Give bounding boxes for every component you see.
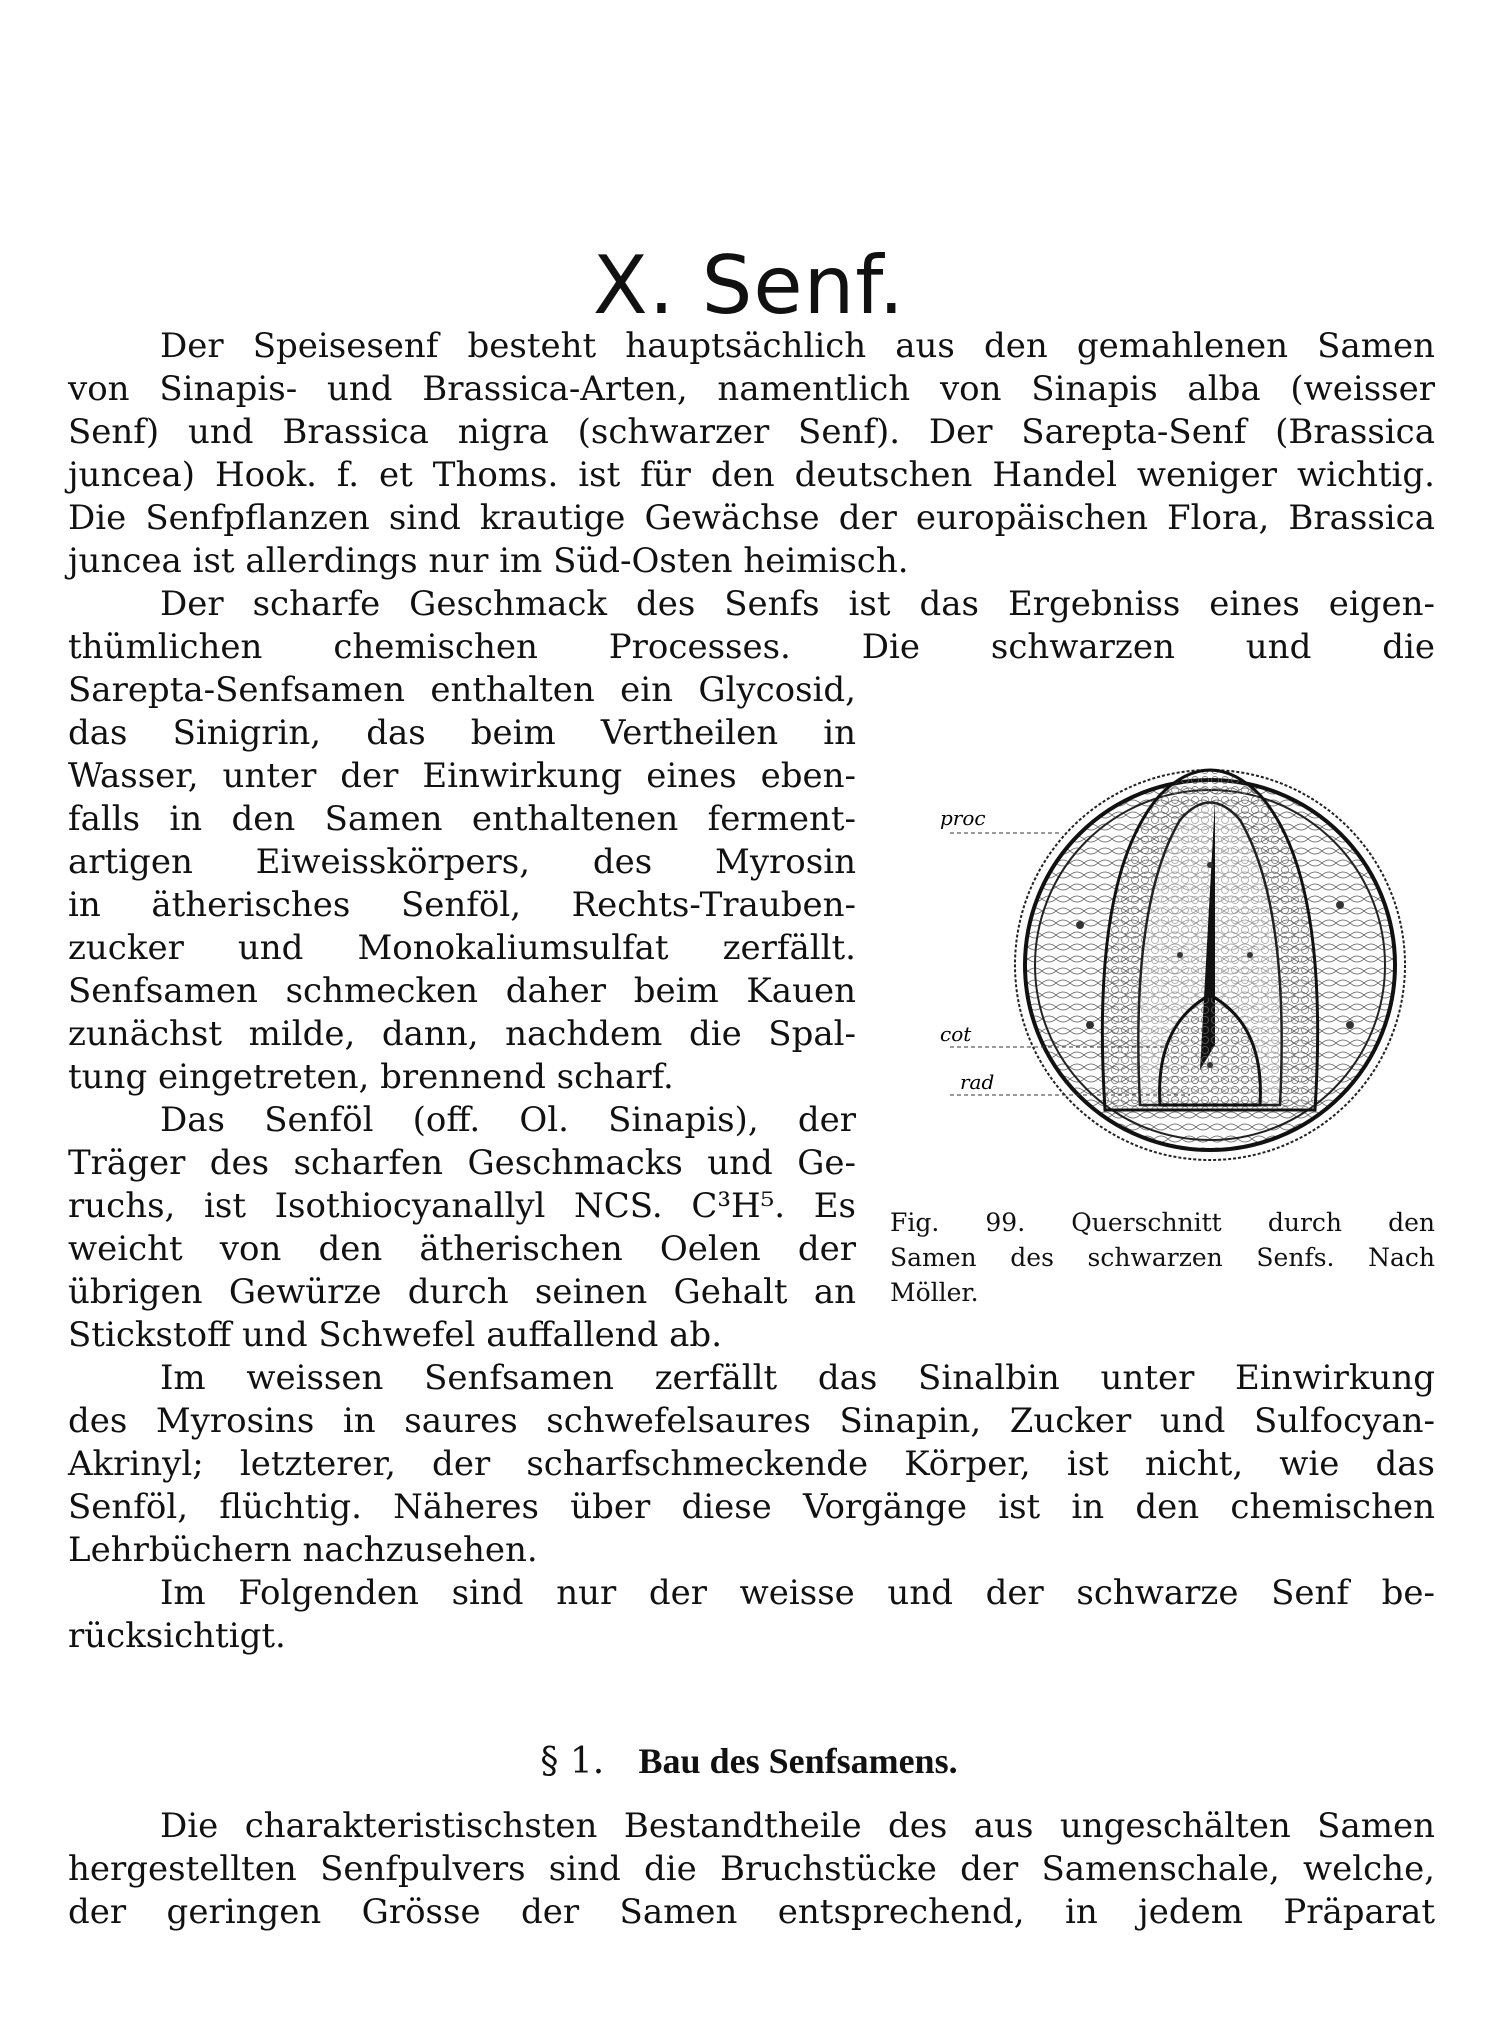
text-line: artigen Eiweisskörpers, des Myrosin [68, 842, 856, 882]
text-line: von Sinapis- und Brassica-Arten, namentlich von Sinapis alba (weisser [68, 369, 1435, 409]
text-line: Senf) und Brassica nigra (schwarzer Senf). Der Sarepta-Senf (Brassica [68, 412, 1435, 452]
text-line: Träger des scharfen Geschmacks und Ge- [68, 1143, 856, 1183]
figure-caption-line: Möller. [890, 1278, 979, 1307]
text-line: Lehrbüchern nachzusehen. [68, 1530, 538, 1570]
text-line: Die Senfpflanzen sind krautige Gewächse der europäischen Flora, Brassica [68, 498, 1435, 538]
chapter-title: X. Senf. [592, 238, 906, 332]
text-line: weicht von den ätherischen Oelen der [68, 1229, 856, 1269]
label-proc: proc [940, 806, 986, 830]
text-line: zunächst milde, dann, nachdem die Spal- [68, 1014, 856, 1054]
text-line: Senfsamen schmecken daher beim Kauen [68, 971, 856, 1011]
label-rad: rad [960, 1070, 995, 1094]
text-line: rücksichtigt. [68, 1616, 286, 1656]
text-line: Wasser, unter der Einwirkung eines eben- [68, 756, 856, 796]
text-line: Sarepta-Senfsamen enthalten ein Glycosid, [68, 670, 856, 710]
text-line: ruchs, ist Isothiocyanallyl NCS. C³H⁵. Es [68, 1186, 856, 1226]
text-line: übrigen Gewürze durch seinen Gehalt an [68, 1272, 856, 1312]
text-line: Senföl, flüchtig. Näheres über diese Vorgänge ist in den chemischen [68, 1487, 1435, 1527]
text-line: zucker und Monokaliumsulfat zerfällt. [68, 928, 856, 968]
text-line: hergestellten Senfpulvers sind die Bruchstücke der Samenschale, welche, [68, 1849, 1435, 1889]
text-line: thümlichen chemischen Processes. Die schwarzen und die [68, 627, 1435, 667]
text-line: tung eingetreten, brennend scharf. [68, 1057, 674, 1097]
seed-cross-section-figure [930, 725, 1430, 1205]
text-line: Stickstoff und Schwefel auffallend ab. [68, 1315, 723, 1355]
text-line: Der scharfe Geschmack des Senfs ist das Ergebniss eines eigen- [160, 584, 1435, 624]
text-line: juncea ist allerdings nur im Süd-Osten heimisch. [68, 541, 909, 581]
text-line: Das Senföl (off. Ol. Sinapis), der [160, 1100, 856, 1140]
figure-caption-line: Fig. 99. Querschnitt durch den [890, 1208, 1435, 1237]
section-title: Bau des Senfsamens. [638, 1741, 958, 1781]
text-line: des Myrosins in saures schwefelsaures Sinapin, Zucker und Sulfocyan- [68, 1401, 1435, 1441]
text-line: Die charakteristischsten Bestandtheile des aus ungeschälten Samen [160, 1806, 1435, 1846]
text-line: Im Folgenden sind nur der weisse und der schwarze Senf be- [160, 1573, 1435, 1613]
section-number: § 1. [540, 1741, 605, 1782]
text-line: das Sinigrin, das beim Vertheilen in [68, 713, 856, 753]
text-line: Der Speisesenf besteht hauptsächlich aus den gemahlenen Samen [160, 326, 1435, 366]
text-line: in ätherisches Senföl, Rechts-Trauben- [68, 885, 856, 925]
text-line: Akrinyl; letzterer, der scharfschmeckende Körper, ist nicht, wie das [68, 1444, 1435, 1484]
section-heading [0, 1740, 1498, 1782]
text-line: Im weissen Senfsamen zerfällt das Sinalbin unter Einwirkung [160, 1358, 1435, 1398]
figure-caption-line: Samen des schwarzen Senfs. Nach [890, 1243, 1435, 1272]
label-cot: cot [940, 1022, 972, 1046]
text-line: falls in den Samen enthaltenen ferment- [68, 799, 856, 839]
text-line: juncea) Hook. f. et Thoms. ist für den deutschen Handel weniger wichtig. [68, 455, 1435, 495]
text-line: der geringen Grösse der Samen entsprechend, in jedem Präparat [68, 1892, 1435, 1932]
